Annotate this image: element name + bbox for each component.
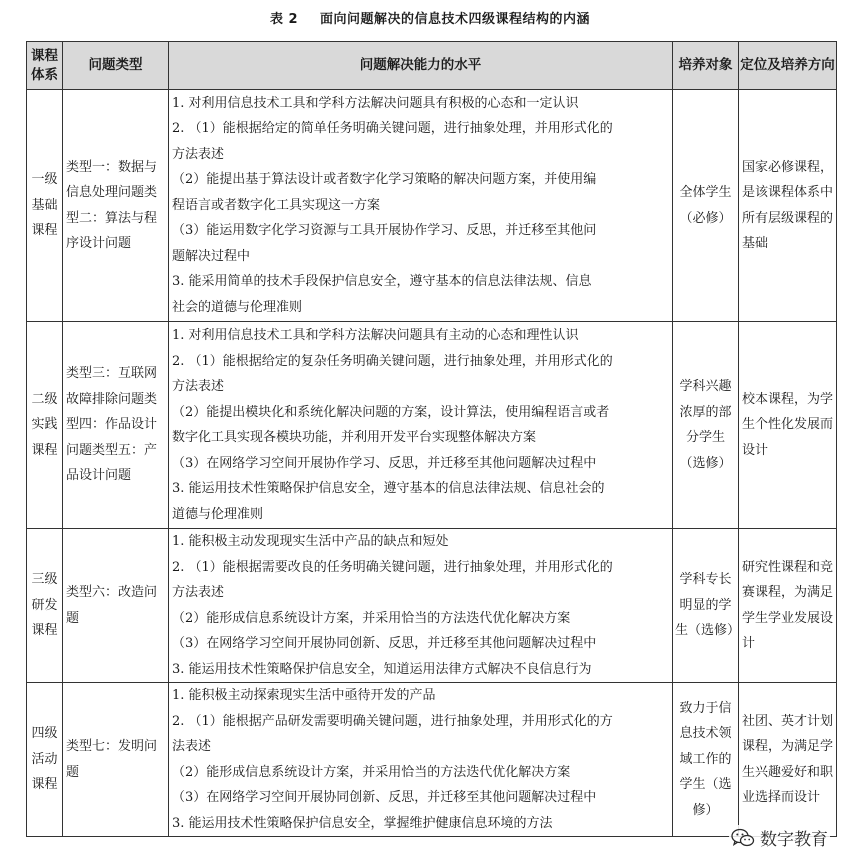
level-line: （3）在网络学习空间开展协作学习、反思，并迁移至其他问题解决过程中 [172,455,597,471]
cell-target: 致力于信息技术领域工作的学生（选修） [673,683,739,837]
level-line: 3. 能采用简单的技术手段保护信息安全，遵守基本的信息法律法规、信息 [172,274,592,290]
cell-target: 学科专长明显的学生（选修） [673,529,739,683]
cell-level [169,322,673,529]
table-row [27,529,837,683]
level-line: 1. 对利用信息技术工具和学科方法解决问题具有积极的心态和一定认识 [172,95,579,111]
cell-target: 全体学生（必修） [673,90,739,322]
watermark-text: 数字教育 [760,830,828,850]
level-line: 社会的道德与伦理准则 [172,299,303,315]
level-line: （3）在网络学习空间开展协同创新、反思，并迁移至其他问题解决过程中 [172,790,597,805]
level-line: 1. 对利用信息技术工具和学科方法解决问题具有主动的心态和理性认识 [172,328,579,343]
header-target: 培养对象 [673,42,739,90]
watermark [729,825,830,850]
level-line: 程语言或者数字化工具实现这一方案 [172,197,381,213]
level-line: 法表述 [172,739,212,754]
level-line: 题解决过程中 [172,248,251,264]
cell-system: 四级活动课程 [27,683,63,837]
level-line: 方法表述 [172,379,225,394]
header-type: 问题类型 [63,42,169,90]
level-line: 2. （1）能根据给定的复杂任务明确关键问题，进行抽象处理，并用形式化的 [172,353,613,369]
table-caption [0,8,860,27]
level-line: （3）在网络学习空间开展协同创新、反思，并迁移至其他问题解决过程中 [172,636,597,651]
table-row [27,322,837,529]
level-line: （2）能形成信息系统设计方案，并采用恰当的方法迭代优化解决方案 [172,610,571,626]
wechat-icon [731,828,755,848]
level-line: 方法表述 [172,585,225,600]
curriculum-table [26,41,837,837]
cell-level [169,90,673,322]
level-line: 3. 能运用技术性策略保护信息安全，掌握维护健康信息环境的方法 [172,815,553,831]
cell-target: 学科兴趣浓厚的部分学生（选修） [673,322,739,529]
cell-system: 三级研发课程 [27,529,63,683]
level-line: （2）能提出基于算法设计或者数字化学习策略的解决问题方案，并使用编 [172,172,597,188]
cell-system: 二级实践课程 [27,322,63,529]
header-row [27,42,837,90]
level-line: 2. （1）能根据给定的简单任务明确关键问题，进行抽象处理，并用形式化的 [172,121,613,137]
level-line: （3）能运用数字化学习资源与工具开展协作学习、反思，并迁移至其他问 [172,223,597,239]
cell-position: 国家必修课程，是该课程体系中所有层级课程的基础 [739,90,837,322]
cell-type: 类型三：互联网故障排除问题类型四：作品设计问题类型五：产品设计问题 [63,322,169,529]
cell-position: 校本课程，为学生个性化发展而设计 [739,322,837,529]
cell-level [169,529,673,683]
level-line: （2）能形成信息系统设计方案，并采用恰当的方法迭代优化解决方案 [172,764,571,780]
cell-position: 研究性课程和竞赛课程，为满足学生学业发展设计 [739,529,837,683]
cell-position: 社团、英才计划课程，为满足学生兴趣爱好和职业选择而设计 [739,683,837,837]
cell-type: 类型七：发明问题 [63,683,169,837]
level-line: 方法表述 [172,146,225,162]
header-position: 定位及培养方向 [739,42,837,90]
table-row [27,90,837,322]
level-line: （2）能提出模块化和系统化解决问题的方案，设计算法，使用编程语言或者 [172,404,610,420]
table-title: 面向问题解决的信息技术四级课程结构的内涵 [320,12,591,27]
header-level: 问题解决能力的水平 [169,42,673,90]
table-row [27,683,837,837]
table-number: 表 2 [269,12,299,27]
level-line: 3. 能运用技术性策略保护信息安全，知道运用法律方式解决不良信息行为 [172,661,592,677]
cell-type: 类型六：改造问题 [63,529,169,683]
cell-system: 一级基础课程 [27,90,63,322]
level-line: 数字化工具实现各模块功能，并利用开发平台实现整体解决方案 [172,430,537,445]
level-line: 3. 能运用技术性策略保护信息安全，遵守基本的信息法律法规、信息社会的 [172,481,605,496]
level-line: 2. （1）能根据产品研发需要明确关键问题，进行抽象处理，并用形式化的方 [172,713,613,729]
cell-level [169,683,673,837]
level-line: 1. 能积极主动探索现实生活中亟待开发的产品 [172,688,436,703]
header-system: 课程体系 [27,42,63,90]
level-line: 道德与伦理准则 [172,506,264,522]
level-line: 2. （1）能根据需要改良的任务明确关键问题，进行抽象处理，并用形式化的 [172,559,613,575]
cell-type: 类型一：数据与信息处理问题类型二：算法与程序设计问题 [63,90,169,322]
level-line: 1. 能积极主动发现现实生活中产品的缺点和短处 [172,534,449,549]
